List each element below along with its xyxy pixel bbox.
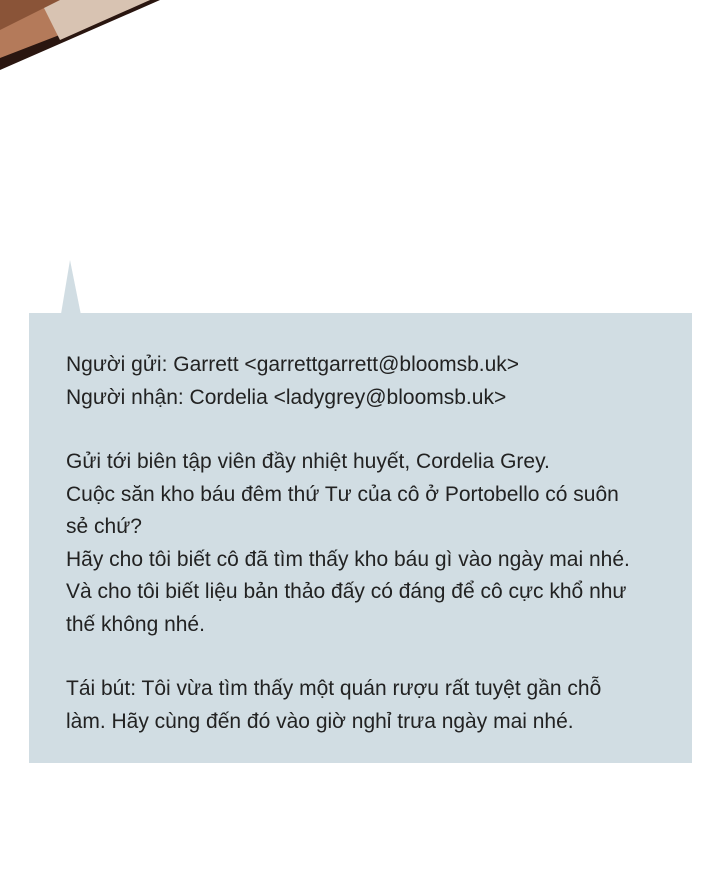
email-body-line: Cuộc săn kho báu đêm thứ Tư của cô ở Portobello có suôn: [66, 482, 619, 506]
email-from-line: Người gửi: Garrett <garrettgarrett@bloomsb.uk>: [66, 353, 520, 376]
email-message-panel: [29, 313, 692, 763]
email-body-line: Hãy cho tôi biết cô đã tìm thấy kho báu gì vào ngày mai nhé.: [66, 547, 630, 571]
spacer: [66, 414, 662, 446]
email-body-line: thế không nhé.: [66, 612, 205, 636]
email-postscript-line: làm. Hãy cùng đến đó vào giờ nghỉ trưa ngày mai nhé.: [66, 709, 574, 733]
speech-bubble-tail: [52, 260, 92, 320]
email-postscript-line: Tái bút: Tôi vừa tìm thấy một quán rượu rất tuyệt gần chỗ: [66, 677, 602, 700]
email-body-line: sẻ chứ?: [66, 515, 142, 538]
email-body-line: Gửi tới biên tập viên đầy nhiệt huyết, Cordelia Grey.: [66, 450, 550, 473]
email-to-line: Người nhận: Cordelia <ladygrey@bloomsb.uk>: [66, 385, 507, 409]
email-body-line: Và cho tôi biết liệu bản thảo đấy có đáng để cô cực khổ như: [66, 580, 627, 603]
spacer: [66, 641, 662, 673]
illustration-fragment: [0, 0, 170, 80]
